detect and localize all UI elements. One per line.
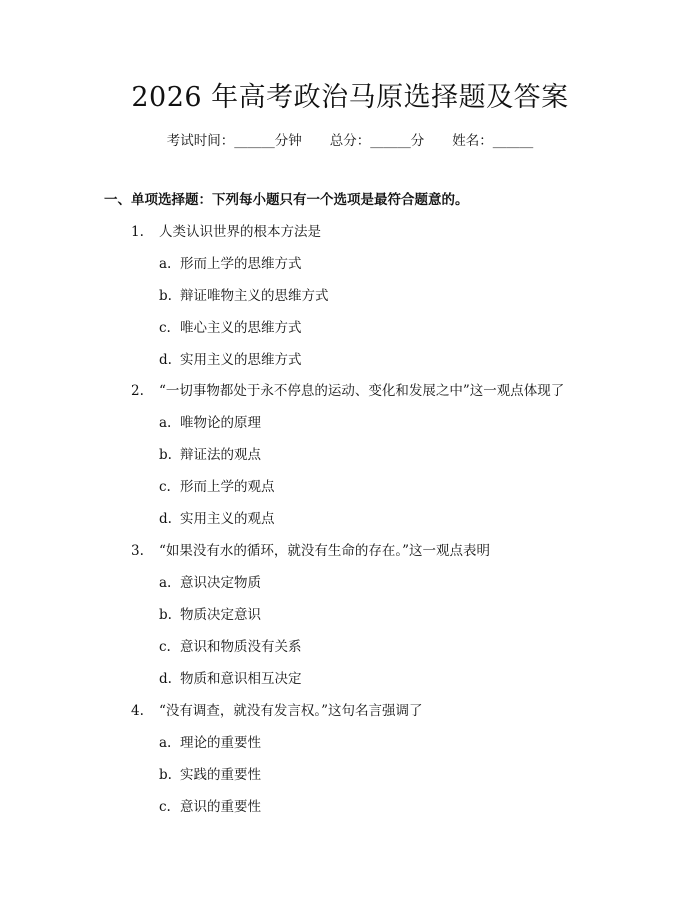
option-letter: a.: [159, 575, 172, 591]
question-number: 3.: [131, 543, 144, 559]
section-heading: 一、单项选择题：下列每小题只有一个选项是最符合题意的。: [104, 192, 469, 208]
option-text: 实用主义的思维方式: [180, 352, 302, 368]
option-letter: b.: [159, 288, 172, 304]
option-text: 物质和意识相互决定: [180, 671, 302, 687]
question-number: 4.: [131, 703, 144, 719]
option-letter: c.: [159, 639, 171, 655]
option-text: 意识决定物质: [180, 575, 261, 591]
question-4: [131, 701, 423, 721]
option-1b: [159, 286, 329, 306]
option-4a: [159, 733, 261, 753]
question-text: “一切事物都处于永不停息的运动、变化和发展之中”这一观点体现了: [159, 383, 565, 399]
option-letter: a.: [159, 256, 172, 272]
option-1a: [159, 254, 302, 274]
option-2c: [159, 477, 275, 497]
option-text: 形而上学的观点: [180, 479, 275, 495]
question-text: “如果没有水的循环，就没有生命的存在。”这一观点表明: [159, 543, 491, 559]
option-4c: [159, 797, 261, 817]
question-2: [131, 381, 564, 401]
option-text: 实践的重要性: [180, 767, 261, 783]
option-3d: [159, 669, 302, 689]
option-letter: a.: [159, 735, 172, 751]
student-name-field: 姓名：______: [452, 133, 534, 149]
option-text: 辩证法的观点: [180, 447, 261, 463]
option-3c: [159, 637, 302, 657]
option-letter: b.: [159, 607, 172, 623]
question-text: 人类认识世界的根本方法是: [159, 224, 321, 240]
option-1d: [159, 350, 302, 370]
option-letter: d.: [159, 671, 172, 687]
option-letter: c.: [159, 479, 171, 495]
option-letter: b.: [159, 447, 172, 463]
option-letter: c.: [159, 799, 171, 815]
option-1c: [159, 318, 302, 338]
option-letter: d.: [159, 511, 172, 527]
question-number: 2.: [131, 383, 144, 399]
option-letter: d.: [159, 352, 172, 368]
option-text: 意识的重要性: [180, 799, 261, 815]
option-text: 意识和物质没有关系: [180, 639, 302, 655]
option-letter: c.: [159, 320, 171, 336]
option-2a: [159, 413, 261, 433]
option-2d: [159, 509, 275, 529]
option-text: 形而上学的思维方式: [180, 256, 302, 272]
question-3: [131, 541, 490, 561]
option-text: 理论的重要性: [180, 735, 261, 751]
option-4b: [159, 765, 261, 785]
option-text: 辩证唯物主义的思维方式: [180, 288, 329, 304]
option-text: 实用主义的观点: [180, 511, 275, 527]
option-3b: [159, 605, 261, 625]
exam-meta: [0, 131, 700, 151]
question-1: [131, 222, 321, 242]
option-2b: [159, 445, 261, 465]
question-number: 1.: [131, 224, 144, 240]
option-text: 唯物论的原理: [180, 415, 261, 431]
option-text: 物质决定意识: [180, 607, 261, 623]
exam-time-field: 考试时间：______分钟: [166, 133, 302, 149]
question-text: “没有调查，就没有发言权。”这句名言强调了: [159, 703, 423, 719]
option-letter: a.: [159, 415, 172, 431]
option-3a: [159, 573, 261, 593]
option-letter: b.: [159, 767, 172, 783]
option-text: 唯心主义的思维方式: [180, 320, 302, 336]
total-score-field: 总分：______分: [329, 133, 425, 149]
page-title: 2026 年高考政治马原选择题及答案: [131, 82, 569, 113]
